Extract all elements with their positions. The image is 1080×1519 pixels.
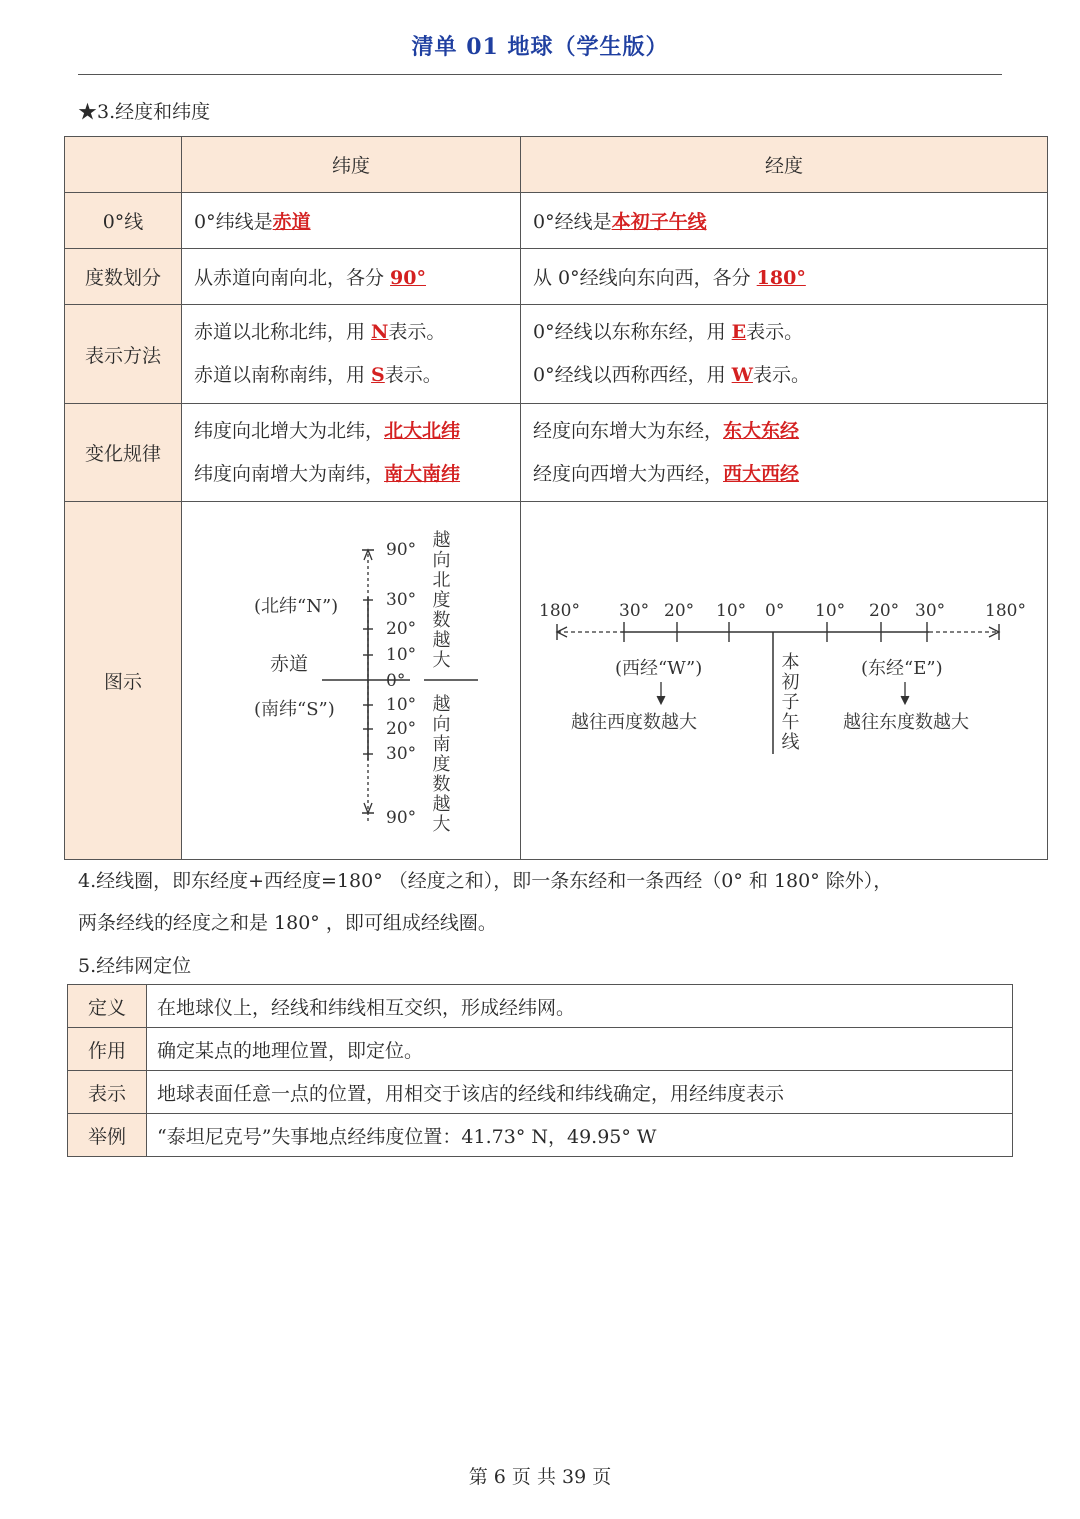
tick-label: 90° xyxy=(386,540,417,560)
answer-text: 90° xyxy=(390,267,426,289)
cell-line xyxy=(533,410,1035,453)
cell-text: 表示。 xyxy=(746,321,804,343)
row-label: 图示 xyxy=(65,502,182,860)
tick-label: 20° xyxy=(664,601,695,621)
cell-line xyxy=(194,410,508,453)
latitude-diagram xyxy=(182,502,520,854)
cell-text: 从赤道向南向北，各分 xyxy=(194,267,391,289)
row-label: 0°线 xyxy=(65,193,182,249)
longitude-diagram xyxy=(521,502,1047,854)
longitude-cell xyxy=(521,249,1048,305)
west-note: 越往西度数越大 xyxy=(571,712,697,733)
section-3-heading: ★3.经度和纬度 xyxy=(78,101,211,123)
cell-text: 经度向东增大为东经， xyxy=(533,419,724,442)
answer-text: W xyxy=(731,364,753,386)
west-longitude-label: (西经“W”) xyxy=(615,658,703,679)
latitude-cell xyxy=(182,305,521,404)
cell-text: 赤道以北称北纬，用 xyxy=(194,321,372,343)
cell-text: 纬度向北增大为北纬， xyxy=(194,419,385,442)
tick-label: 0° xyxy=(765,601,785,621)
table-row xyxy=(65,193,1048,249)
row-key: 表示 xyxy=(68,1071,147,1114)
cell-text: 表示。 xyxy=(388,321,446,343)
cell-text: 表示。 xyxy=(384,364,442,386)
row-label: 度数划分 xyxy=(65,249,182,305)
page-title: 清单 01 地球（学生版） xyxy=(411,34,669,60)
cell-line xyxy=(194,311,508,354)
graticule-table xyxy=(67,984,1013,1157)
tick-label: 30° xyxy=(915,601,946,621)
row-key: 作用 xyxy=(68,1028,147,1071)
down-arrow-icon xyxy=(901,696,909,704)
tick-label: 10° xyxy=(815,601,846,621)
cell-text: 0°纬线是 xyxy=(194,211,273,233)
east-note: 越往东度数越大 xyxy=(843,712,969,733)
tick-label: 20° xyxy=(386,619,417,639)
row-key: 定义 xyxy=(68,985,147,1028)
answer-text: N xyxy=(371,321,389,343)
cell-line xyxy=(533,311,1035,354)
title-divider xyxy=(78,74,1002,75)
answer-text: 东大东经 xyxy=(723,419,800,442)
answer-text: 赤道 xyxy=(272,211,311,233)
answer-text: 本初子午线 xyxy=(611,211,707,233)
latitude-diagram-cell xyxy=(182,502,521,860)
equator-label: 赤道 xyxy=(270,653,309,675)
answer-text: 180° xyxy=(756,267,806,289)
table-row xyxy=(68,985,1013,1028)
row-value: 在地球仪上，经线和纬线相互交织，形成经纬网。 xyxy=(147,985,1013,1028)
north-latitude-label: (北纬“N”) xyxy=(254,596,339,617)
table-row xyxy=(68,1114,1013,1157)
paragraph-4-line-2: 两条经线的经度之和是 180° ，即可组成经线圈。 xyxy=(78,912,497,934)
cell-line xyxy=(194,453,508,496)
latitude-longitude-table xyxy=(64,136,1048,860)
tick-label: 180° xyxy=(985,601,1026,621)
latitude-cell xyxy=(182,249,521,305)
answer-text: 西大西经 xyxy=(723,462,800,485)
row-label: 变化规律 xyxy=(65,404,182,502)
tick-label: 10° xyxy=(716,601,747,621)
tick-label: 30° xyxy=(386,744,417,764)
tick-label: 90° xyxy=(386,808,417,828)
longitude-cell xyxy=(521,193,1048,249)
answer-text: S xyxy=(371,364,385,386)
latitude-cell xyxy=(182,404,521,502)
north-vertical-note: 越向北度数越大 xyxy=(429,530,451,670)
table-row xyxy=(68,1071,1013,1114)
latitude-cell xyxy=(182,193,521,249)
cell-text: 0°经线以西称西经，用 xyxy=(533,364,732,386)
page-number: 第 6 页 共 39 页 xyxy=(468,1466,612,1488)
longitude-cell xyxy=(521,305,1048,404)
table-row xyxy=(68,1028,1013,1071)
cell-line xyxy=(533,453,1035,496)
section-5-heading: 5.经纬网定位 xyxy=(78,955,192,977)
table-row xyxy=(65,305,1048,404)
answer-text: E xyxy=(731,321,747,343)
cell-text: 纬度向南增大为南纬， xyxy=(194,462,385,485)
cell-text: 从 0°经线向东向西，各分 xyxy=(533,267,757,289)
cell-text: 经度向西增大为西经， xyxy=(533,462,724,485)
tick-label: 30° xyxy=(386,590,417,610)
cell-text: 赤道以南称南纬，用 xyxy=(194,364,372,386)
row-value: “泰坦尼克号”失事地点经纬度位置：41.73° N，49.95° W xyxy=(147,1114,1013,1157)
tick-label: 10° xyxy=(386,645,417,665)
row-key: 举例 xyxy=(68,1114,147,1157)
table-corner-cell xyxy=(65,137,182,193)
table-row xyxy=(65,249,1048,305)
cell-line xyxy=(533,354,1035,397)
longitude-cell xyxy=(521,404,1048,502)
east-longitude-label: (东经“E”) xyxy=(861,658,943,679)
table-header-row xyxy=(65,137,1048,193)
row-value: 确定某点的地理位置，即定位。 xyxy=(147,1028,1013,1071)
tick-label: 20° xyxy=(869,601,900,621)
table-row xyxy=(65,404,1048,502)
tick-label: 30° xyxy=(619,601,650,621)
tick-label: 0° xyxy=(386,671,406,691)
tick-label: 180° xyxy=(539,601,580,621)
table-row xyxy=(65,502,1048,860)
answer-text: 南大南纬 xyxy=(384,462,461,485)
down-arrow-icon xyxy=(657,696,665,704)
south-vertical-note: 越向南度数越大 xyxy=(429,694,451,834)
answer-text: 北大北纬 xyxy=(384,419,461,442)
south-latitude-label: (南纬“S”) xyxy=(254,699,335,720)
tick-label: 20° xyxy=(386,719,417,739)
tick-label: 10° xyxy=(386,695,417,715)
row-label: 表示方法 xyxy=(65,305,182,404)
col-latitude-header: 纬度 xyxy=(182,137,521,193)
longitude-diagram-cell xyxy=(521,502,1048,860)
prime-meridian-label: 本初子午线 xyxy=(778,652,800,752)
cell-line xyxy=(194,354,508,397)
row-value: 地球表面任意一点的位置，用相交于该店的经线和纬线确定，用经纬度表示 xyxy=(147,1071,1013,1114)
cell-text: 0°经线是 xyxy=(533,211,612,233)
cell-text: 表示。 xyxy=(752,364,810,386)
cell-text: 0°经线以东称东经，用 xyxy=(533,321,732,343)
col-longitude-header: 经度 xyxy=(521,137,1048,193)
paragraph-4-line-1: 4.经线圈，即东经度+西经度=180° （经度之和），即一条东经和一条西经（0° 和 180° 除外）， xyxy=(78,870,893,892)
